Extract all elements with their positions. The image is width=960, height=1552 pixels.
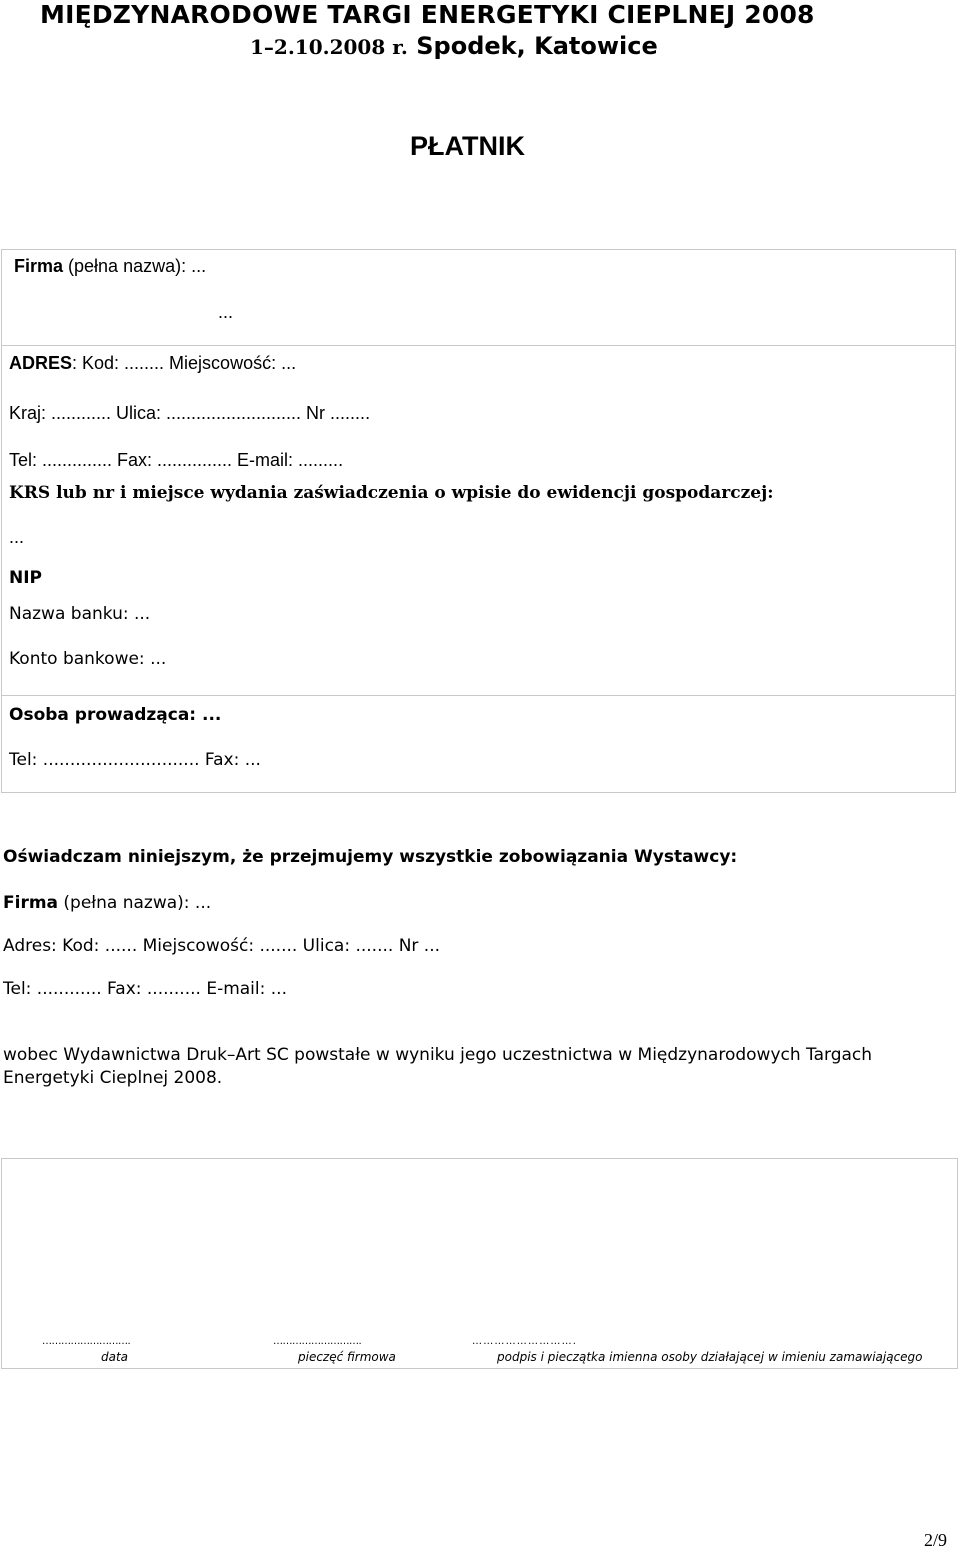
exhibitor-firma-value: (pełna nazwa): ... [58,893,212,913]
payer-krs-field[interactable]: ... [9,527,25,547]
stamp-signature-line[interactable]: ………………………. [273,1336,362,1347]
date-label: data [101,1350,129,1364]
declaration-statement: wobec Wydawnictwa Druk–Art SC powstałe w wyniku jego uczestnictwa w Międzynarodowych Targach Energetyki Cieplnej 2008. [3,1045,873,1088]
event-date-venue [250,32,658,60]
exhibitor-firma-field[interactable] [3,893,211,913]
date-signature-line[interactable]: ………………………. [42,1336,131,1347]
event-title: MIĘDZYNARODOWE TARGI ENERGETYKI CIEPLNEJ 2008 [40,0,815,29]
divider [1,695,956,696]
payer-contact-field[interactable]: Tel: .............. Fax: ............... E-mail: ......... [9,450,344,470]
payer-country-street-field[interactable]: Kraj: ............ Ulica: ........................... Nr ........ [9,403,371,423]
declaration-heading: Oświadczam niniejszym, że przejmujemy wszystkie zobowiązania Wystawcy: [3,847,738,867]
event-date: 1–2.10.2008 r. [250,35,408,59]
event-venue: Spodek, Katowice [416,32,658,60]
payer-contact-person-field[interactable]: Osoba prowadząca: ... [9,705,222,725]
payer-krs-label: KRS lub nr i miejsce wydania zaświadczenia o wpisie do ewidencji gospodarczej: [9,483,774,503]
divider [1,345,956,346]
signature-label: podpis i pieczątka imienna osoby działającej w imieniu zamawiającego [497,1350,923,1364]
payer-address-label: ADRES [9,353,73,373]
payer-address-field[interactable] [9,353,296,374]
exhibitor-firma-label: Firma [3,893,59,913]
section-title: PŁATNIK [410,131,525,161]
exhibitor-address-field[interactable]: Adres: Kod: ...... Miejscowość: ....... Ulica: ....... Nr ... [3,936,441,956]
payer-firma-dots: ... [218,302,234,322]
payer-firma-label: Firma [14,256,64,276]
payer-contact-tel-fax-field[interactable]: Tel: ............................. Fax: ... [9,750,261,770]
payer-address-value: : Kod: ........ Miejscowość: ... [72,353,297,373]
page-number: 2/9 [924,1530,948,1550]
sign-signature-line[interactable]: ………………………. [472,1336,578,1347]
payer-bank-name-field[interactable]: Nazwa banku: ... [9,604,151,624]
exhibitor-contact-field[interactable]: Tel: ............ Fax: .......... E-mail: ... [3,979,287,999]
payer-firma-value: (pełna nazwa): ... [63,256,207,276]
payer-bank-account-field[interactable]: Konto bankowe: ... [9,649,167,669]
payer-firma-field[interactable] [14,256,206,277]
payer-nip-field[interactable]: NIP [9,568,43,588]
stamp-label: pieczęć firmowa [298,1350,396,1364]
